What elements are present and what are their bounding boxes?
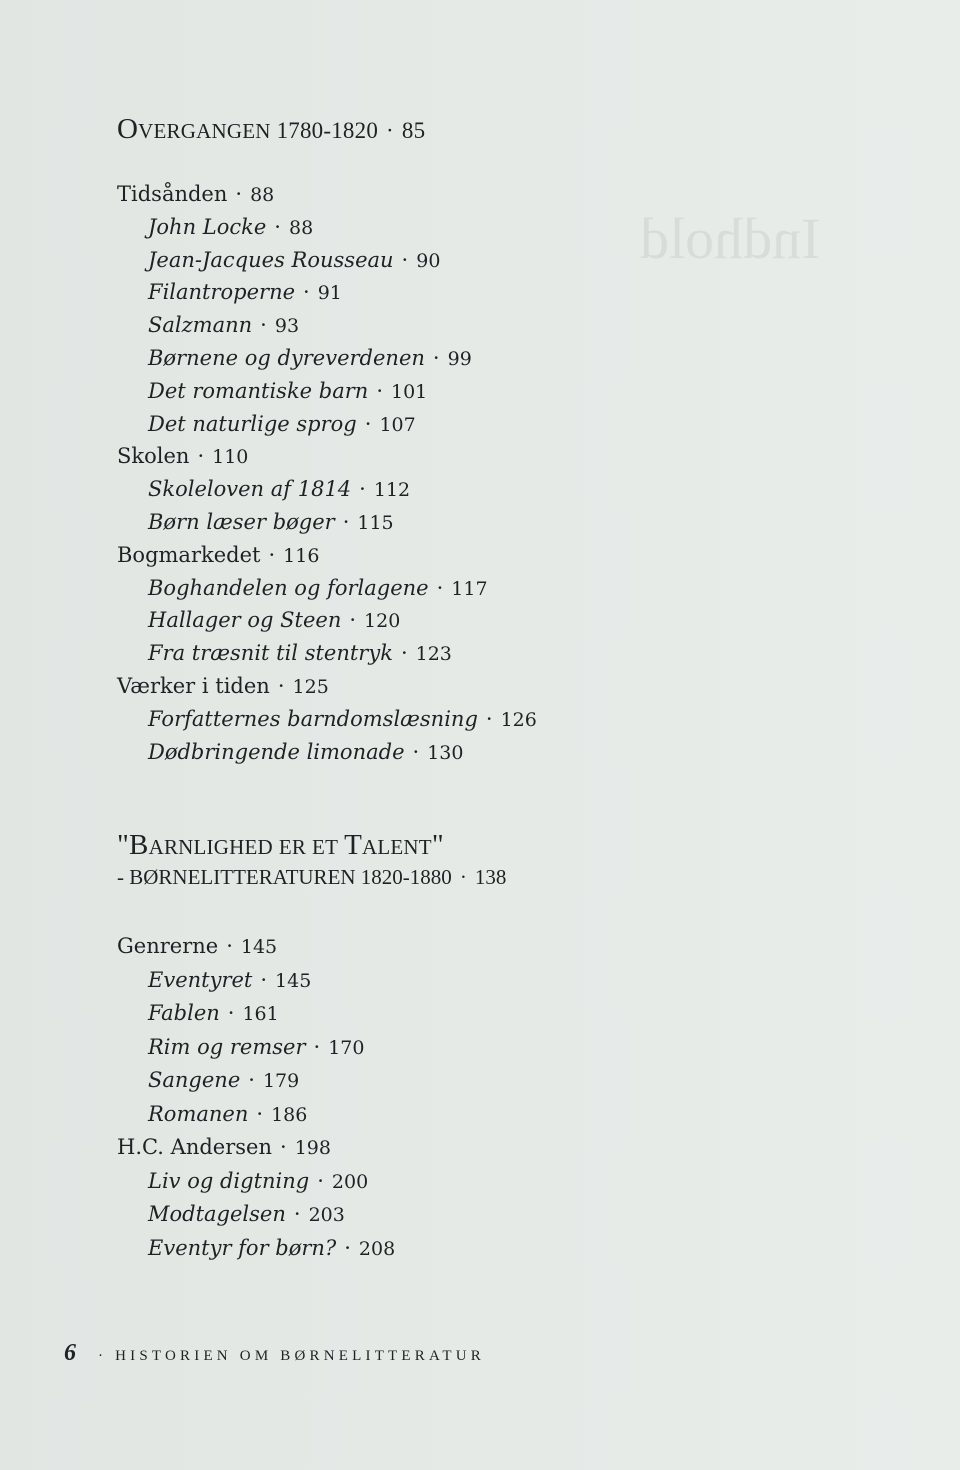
toc-separator: · bbox=[277, 674, 285, 698]
toc-entry-title: Genrerne bbox=[117, 934, 219, 958]
toc-entry-page: 112 bbox=[373, 479, 411, 502]
toc-entry-title: Modtagelsen bbox=[148, 1202, 286, 1226]
toc-entry-page: 145 bbox=[240, 936, 278, 958]
toc-separator: · bbox=[313, 1034, 321, 1059]
toc-entry-page: 203 bbox=[308, 1204, 345, 1226]
toc-separator: · bbox=[235, 182, 243, 206]
toc-subentry bbox=[148, 214, 313, 241]
toc-entry-title: Tidsånden bbox=[117, 182, 228, 206]
toc-entry-page: 88 bbox=[288, 216, 314, 239]
toc-separator: · bbox=[485, 706, 493, 731]
toc-subentry bbox=[148, 575, 488, 602]
toc-separator: · bbox=[364, 411, 372, 436]
toc-separator: · bbox=[436, 575, 444, 600]
toc-entry-page: 107 bbox=[379, 413, 416, 436]
toc-entry-page: 120 bbox=[364, 610, 401, 633]
toc-subentry bbox=[148, 640, 452, 667]
toc-separator: · bbox=[248, 1068, 255, 1092]
toc-entry-page: 99 bbox=[447, 348, 472, 370]
toc-separator: · bbox=[260, 313, 267, 338]
toc-entry-title: Jean-Jacques Rousseau bbox=[148, 247, 394, 272]
toc-entry-title: Boghandelen og forlagene bbox=[148, 575, 429, 600]
toc-entry-title: Eventyr for børn? bbox=[148, 1235, 337, 1260]
toc-separator: · bbox=[227, 1001, 235, 1025]
toc-separator: · bbox=[303, 280, 310, 305]
section-heading-overgangen: OVERGANGEN 1780-1820 · 85 bbox=[117, 113, 426, 145]
toc-chapter-entry bbox=[117, 673, 329, 700]
toc-separator: · bbox=[197, 444, 205, 469]
toc-entry-page: 198 bbox=[294, 1137, 331, 1159]
toc-entry-title: Hallager og Steen bbox=[148, 608, 342, 633]
toc-entry-title: Skoleloven af 1814 bbox=[148, 477, 352, 502]
toc-entry-title: Filantroperne bbox=[148, 280, 296, 305]
toc-entry-title: Sangene bbox=[148, 1068, 241, 1092]
toc-subentry bbox=[148, 1000, 279, 1027]
toc-separator: · bbox=[226, 934, 233, 958]
toc-entry-page: 126 bbox=[500, 708, 537, 731]
toc-separator: · bbox=[432, 346, 440, 370]
section-heading-barnlighed: "BARNLIGHED ER ET TALENT" bbox=[117, 829, 444, 861]
toc-entry-title: Skolen bbox=[117, 444, 190, 469]
toc-subentry bbox=[148, 706, 537, 733]
toc-subentry bbox=[148, 312, 299, 339]
toc-subentry bbox=[148, 1034, 364, 1061]
toc-entry-title: John Locke bbox=[148, 214, 267, 239]
toc-entry-page: 161 bbox=[242, 1003, 279, 1025]
toc-subentry bbox=[148, 345, 472, 372]
toc-entry-title: Dødbringende limonade bbox=[148, 739, 405, 764]
toc-subentry bbox=[148, 1101, 307, 1128]
toc-entry-page: 110 bbox=[212, 446, 249, 469]
toc-subentry bbox=[148, 739, 463, 766]
toc-entry-title: Romanen bbox=[148, 1101, 249, 1126]
toc-separator: · bbox=[342, 510, 350, 534]
toc-separator: · bbox=[260, 967, 268, 992]
toc-entry-title: Værker i tiden bbox=[117, 674, 270, 698]
toc-chapter-entry bbox=[117, 1134, 331, 1161]
toc-entry-title: Børn læser bøger bbox=[148, 510, 335, 534]
toc-chapter-entry bbox=[117, 933, 277, 960]
toc-entry-page: 170 bbox=[328, 1036, 365, 1059]
toc-separator: · bbox=[344, 1235, 351, 1260]
toc-separator: · bbox=[293, 1202, 301, 1226]
toc-chapter-entry bbox=[117, 542, 319, 569]
toc-entry-title: Bogmarkedet bbox=[117, 542, 261, 567]
toc-subentry bbox=[148, 607, 400, 634]
toc-entry-page: 125 bbox=[292, 676, 329, 698]
toc-entry-title: Forfatternes barndomslæsning bbox=[148, 706, 478, 731]
toc-subentry bbox=[148, 247, 440, 274]
toc-entry-page: 116 bbox=[283, 544, 320, 567]
toc-separator: · bbox=[317, 1168, 324, 1193]
toc-subentry bbox=[148, 1168, 368, 1195]
toc-entry-page: 123 bbox=[415, 643, 452, 666]
toc-separator: · bbox=[376, 378, 383, 403]
toc-entry-title: Fablen bbox=[148, 1001, 220, 1025]
toc-entry-title: Det naturlige sprog bbox=[148, 411, 357, 436]
toc-subentry bbox=[148, 411, 416, 438]
toc-subentry bbox=[148, 1235, 395, 1262]
toc-entry-page: 145 bbox=[275, 969, 312, 992]
toc-entry-title: Børnene og dyreverdenen bbox=[148, 346, 425, 370]
toc-separator: · bbox=[359, 477, 366, 502]
toc-subentry bbox=[148, 378, 427, 405]
toc-entry-title: Salzmann bbox=[148, 313, 253, 338]
toc-separator: · bbox=[256, 1101, 264, 1126]
section-subheading: - BØRNELITTERATUREN 1820-1880 · 138 bbox=[117, 865, 507, 889]
toc-entry-page: 208 bbox=[358, 1237, 396, 1260]
toc-entry-page: 200 bbox=[331, 1170, 369, 1193]
toc-entry-title: Rim og remser bbox=[148, 1034, 306, 1059]
show-through-title: Indhold bbox=[640, 206, 821, 271]
page-footer bbox=[64, 1340, 485, 1367]
toc-separator: · bbox=[401, 247, 409, 272]
toc-subentry bbox=[148, 1201, 345, 1228]
toc-separator: · bbox=[274, 214, 281, 239]
toc-entry-page: 179 bbox=[262, 1070, 300, 1092]
toc-chapter-entry bbox=[117, 443, 248, 470]
toc-entry-page: 186 bbox=[271, 1103, 308, 1126]
toc-entry-title: Eventyret bbox=[148, 967, 253, 992]
toc-entry-page: 115 bbox=[357, 512, 394, 534]
toc-subentry bbox=[148, 476, 410, 503]
toc-separator: · bbox=[268, 542, 276, 567]
toc-entry-page: 91 bbox=[317, 282, 342, 305]
toc-entry-page: 101 bbox=[391, 380, 428, 403]
toc-chapter-entry bbox=[117, 181, 274, 208]
toc-subentry bbox=[148, 1067, 299, 1094]
toc-entry-title: Fra træsnit til stentryk bbox=[148, 641, 393, 666]
toc-separator: · bbox=[400, 641, 408, 666]
toc-entry-page: 88 bbox=[250, 184, 275, 206]
toc-entry-page: 93 bbox=[274, 315, 300, 338]
toc-entry-title: Det romantiske barn bbox=[148, 378, 369, 403]
toc-subentry bbox=[148, 279, 342, 306]
running-head: · HISTORIEN OM BØRNELITTERATUR bbox=[98, 1348, 485, 1364]
toc-separator: · bbox=[412, 739, 420, 764]
toc-separator: · bbox=[280, 1135, 287, 1159]
toc-entry-page: 130 bbox=[427, 741, 464, 764]
page-number: 6 bbox=[64, 1340, 76, 1366]
toc-entry-title: H.C. Andersen bbox=[117, 1135, 272, 1159]
toc-entry-page: 117 bbox=[451, 577, 488, 600]
toc-subentry bbox=[148, 509, 394, 536]
toc-entry-page: 90 bbox=[416, 249, 441, 272]
toc-separator: · bbox=[349, 608, 357, 633]
toc-subentry bbox=[148, 967, 311, 994]
toc-entry-title: Liv og digtning bbox=[148, 1168, 310, 1193]
